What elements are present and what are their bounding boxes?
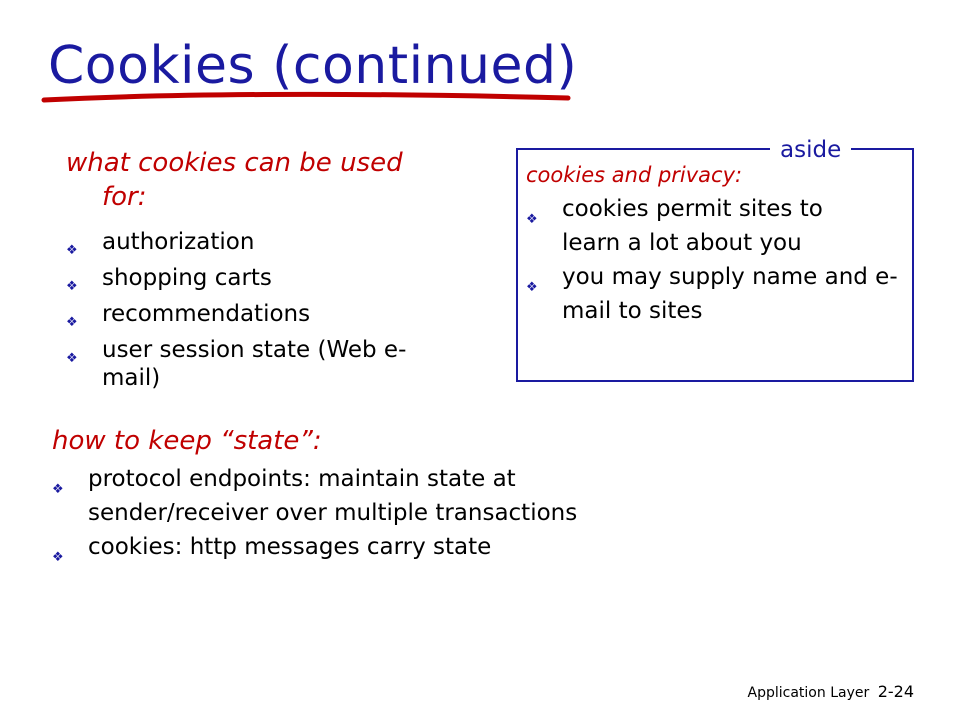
list-item-text: recommendations	[102, 301, 311, 327]
list-item	[52, 530, 592, 564]
uses-heading-line2: for:	[102, 182, 147, 212]
list-item-text: cookies: http messages carry state	[88, 534, 492, 560]
slide-title: Cookies (continued)	[48, 36, 578, 96]
state-heading: how to keep “state”:	[52, 426, 322, 456]
list-item	[66, 300, 446, 328]
list-item-text: shopping carts	[102, 265, 272, 291]
diamond-bullet-icon: ❖	[52, 550, 64, 565]
uses-section	[66, 146, 446, 400]
list-item	[526, 260, 912, 328]
privacy-section	[526, 160, 910, 328]
uses-heading	[66, 146, 446, 214]
diamond-bullet-icon: ❖	[66, 243, 78, 258]
privacy-list	[526, 192, 910, 328]
title-underline	[40, 88, 580, 110]
list-item	[66, 228, 446, 256]
diamond-bullet-icon: ❖	[526, 280, 538, 295]
diamond-bullet-icon: ❖	[526, 212, 538, 227]
aside-label: aside	[770, 136, 851, 164]
list-item-text: authorization	[102, 229, 255, 255]
list-item	[526, 192, 872, 260]
list-item-text: cookies permit sites to learn a lot about you	[562, 196, 823, 256]
list-item	[52, 462, 588, 530]
diamond-bullet-icon: ❖	[66, 315, 78, 330]
list-item-text: protocol endpoints: maintain state at sender/receiver over multiple transactions	[88, 466, 578, 526]
diamond-bullet-icon: ❖	[66, 351, 78, 366]
uses-list	[66, 228, 446, 392]
diamond-bullet-icon: ❖	[52, 482, 64, 497]
list-item-text: you may supply name and e-mail to sites	[562, 264, 898, 324]
footer-section: Application Layer	[747, 685, 870, 701]
state-section	[52, 424, 592, 564]
diamond-bullet-icon: ❖	[66, 279, 78, 294]
page-number: 2-24	[877, 682, 914, 701]
uses-heading-line1: what cookies can be used	[66, 148, 403, 178]
list-item-text: user session state (Web e-mail)	[102, 337, 407, 391]
state-list	[52, 462, 592, 564]
slide-footer	[748, 682, 914, 701]
list-item	[66, 336, 442, 392]
privacy-heading: cookies and privacy:	[526, 163, 743, 187]
list-item	[66, 264, 446, 292]
